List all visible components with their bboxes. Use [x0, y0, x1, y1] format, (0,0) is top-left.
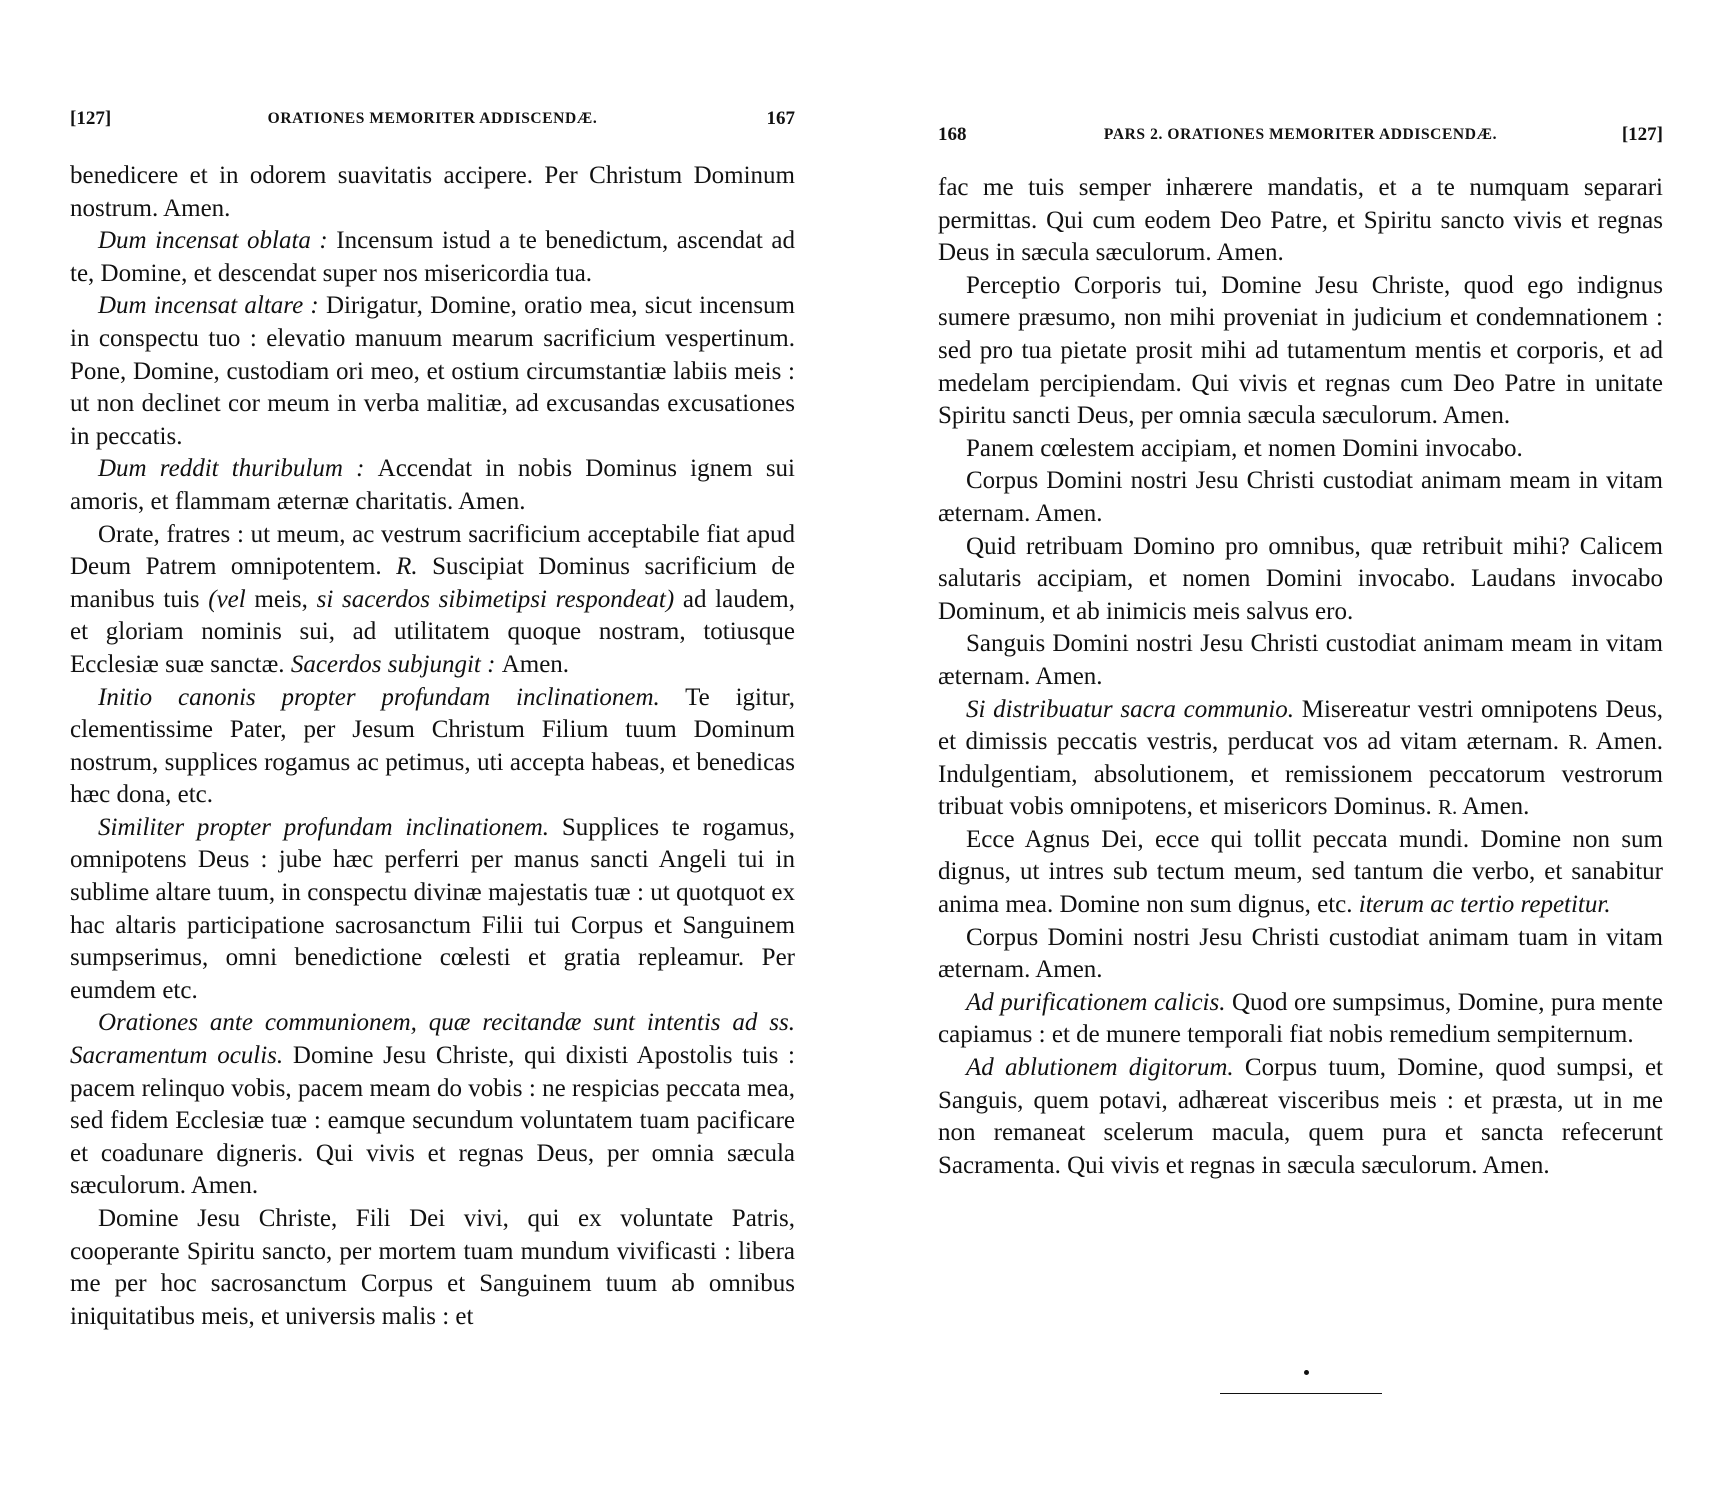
paragraph — [938, 172, 1663, 270]
paragraph — [938, 922, 1663, 987]
right-page-number: 168 — [938, 124, 967, 145]
text-segment: Dirigatur, Domine, oratio mea, sicut incensum in conspectu tuo : elevatio manuum mearum sacrificium vespertinum. Pone, Domine, custodiam ori meo, et ostium circumstantiæ labiis meis : ut non declinet cor meum in verba malitiæ, ad excusandas excusationes in peccatis. — [70, 292, 795, 450]
text-segment: Orate, fratres : ut meum, ac vestrum sacrificium acceptabile fiat apud Deum Patrem omnipotentem. — [70, 520, 795, 581]
right-text-block — [938, 172, 1663, 1182]
italic-rubric: Initio canonis propter profundam inclinationem. — [98, 683, 660, 711]
text-segment: Amen. Indulgentiam, absolutionem, et remissionem peccatorum vestrorum tribuat vobis omnipotens, et misericors Dominus. — [938, 728, 1663, 821]
italic-rubric: Orationes ante communionem, quæ recitandæ sunt intentis ad ss. Sacramentum oculis. — [70, 1009, 795, 1070]
italic-rubric: Si distribuatur sacra communio. — [966, 695, 1295, 723]
paragraph — [70, 812, 795, 1008]
right-running-title: PARS 2. ORATIONES MEMORITER ADDISCENDÆ. — [1103, 126, 1498, 143]
text-segment: Amen. — [501, 650, 570, 678]
italic-rubric: Ad ablutionem digitorum. — [966, 1054, 1234, 1082]
text-segment: R. — [1568, 730, 1588, 755]
left-running-title: ORATIONES MEMORITER ADDISCENDÆ. — [267, 110, 598, 127]
text-segment: Domine Jesu Christe, Fili Dei vivi, qui ex voluntate Patris, cooperante Spiritu sancto, per mortem tuam mundum vivificasti : libera me per hoc sacrosanctum Corpus et Sanguinem tuum ab omnibus iniquitatibus meis, et universis malis : et — [70, 1205, 795, 1330]
italic-rubric: Dum incensat oblata : — [98, 227, 337, 255]
text-segment: Quod ore sumpsimus, Domine, pura mente capiamus : et de munere temporali fiat nobis remedium sempiternum. — [938, 988, 1663, 1049]
paragraph — [70, 1203, 795, 1333]
paragraph — [938, 433, 1663, 466]
italic-rubric: Dum incensat altare : — [98, 292, 326, 320]
end-rule — [1220, 1393, 1382, 1394]
paragraph — [938, 987, 1663, 1052]
italic-rubric: Ad purificationem calicis. — [966, 988, 1226, 1016]
left-text-block — [70, 160, 795, 1333]
text-segment: meis, — [245, 585, 317, 613]
paragraph — [938, 694, 1663, 824]
text-segment: Accendat in nobis Dominus ignem sui amoris, et flammam æternæ charitatis. Amen. — [70, 455, 796, 515]
text-segment: Suscipiat Dominus sacrificium de manibus tuis — [70, 553, 795, 613]
paragraph — [938, 824, 1663, 922]
paragraph — [70, 225, 795, 290]
paragraph — [70, 290, 795, 453]
italic-rubric: si sacerdos sibimetipsi respondeat) — [316, 585, 675, 613]
text-segment: Amen. — [1457, 793, 1530, 821]
text-segment: fac me tuis semper inhærere mandatis, et a te numquam separari permittas. Qui cum eodem Deo Patre, et Spiritu sancto vivis et regnas Deus in sæcula sæculorum. Amen. — [938, 174, 1663, 267]
italic-rubric: Sacerdos subjungit : — [290, 650, 502, 678]
paragraph — [70, 160, 795, 225]
text-segment: Quid retribuam Domino pro omnibus, quæ retribuit mihi? Calicem salutaris accipiam, et nomen Domini invocabo. Laudans invocabo Dominum, et ab inimicis meis salvus ero. — [938, 532, 1663, 625]
right-running-head — [938, 124, 1663, 150]
paragraph — [938, 628, 1663, 693]
text-segment: R. — [1437, 795, 1458, 820]
text-segment: Sanguis Domini nostri Jesu Christi custodiat animam meam in vitam æternam. Amen. — [938, 630, 1663, 690]
text-segment: ad laudem, et gloriam nominis sui, ad utilitatem quoque nostram, totiusque Ecclesiæ suæ sanctæ. — [70, 585, 795, 678]
text-segment: benedicere et in odorem suavitatis accipere. Per Christum Dominum nostrum. Amen. — [70, 162, 795, 222]
paragraph — [70, 1007, 795, 1203]
text-segment: Domine Jesu Christe, qui dixisti Apostolis tuis : pacem relinquo vobis, pacem meam do vobis : ne respicias peccata mea, sed fidem Ecclesiæ tuæ : eamque secundum voluntatem tuam pacificare et coadunare digneris. Qui vivis et regnas Deus, per omnia sæcula sæculorum. Amen. — [70, 1042, 795, 1200]
italic-rubric: Dum reddit thuribulum : — [98, 455, 378, 483]
text-segment: Panem cœlestem accipiam, et nomen Domini invocabo. — [966, 434, 1523, 462]
left-page-number: 167 — [766, 108, 795, 129]
text-segment: Misereatur vestri omnipotens Deus, et dimissis peccatis vestris, perducat vos ad vitam æternam. — [938, 695, 1663, 756]
text-segment: Supplices te rogamus, omnipotens Deus : jube hæc perferri per manus sancti Angeli tui in sublime altare tuum, in conspectu divinæ majestatis tuæ : ut quotquot ex hac altaris participatione sacrosanctum Filii tui Corpus et Sanguinem sumpserimus, omni benedictione cœlesti et gratia repleamur. Per eumdem etc. — [70, 813, 795, 1004]
paragraph — [70, 519, 795, 682]
italic-rubric: (vel — [208, 585, 246, 613]
paragraph — [938, 1052, 1663, 1182]
text-segment: Te igitur, clementissime Pater, per Jesum Christum Filium tuum Dominum nostrum, supplices rogamus ac petimus, uti accepta habeas, et benedicas hæc dona, etc. — [70, 683, 795, 809]
right-bracket-number: [127] — [1621, 124, 1663, 145]
italic-rubric: iterum ac tertio repetitur. — [1358, 891, 1611, 919]
paragraph — [70, 453, 795, 518]
paragraph — [938, 531, 1663, 629]
italic-rubric: R. — [396, 553, 418, 581]
end-dot — [1304, 1370, 1309, 1375]
paragraph — [938, 465, 1663, 530]
text-segment: Perceptio Corporis tui, Domine Jesu Christe, quod ego indignus sumere præsumo, non mihi proveniat in judicium et condemnationem : sed pro tua pietate prosit mihi ad tutamentum mentis et corporis, et ad medelam percipiendam. Qui vivis et regnas cum Deo Patre in unitate Spiritu sancti Deus, per omnia sæcula sæculorum. Amen. — [938, 271, 1663, 430]
text-segment: Incensum istud a te benedictum, ascendat ad te, Domine, et descendat super nos misericordia tua. — [70, 227, 796, 287]
text-segment: Corpus tuum, Domine, quod sumpsi, et Sanguis, quem potavi, adhæreat visceribus meis : et præsta, ut in me non remaneat scelerum macula, quem pura et sancta refecerunt Sacramenta. Qui vivis et regnas in sæcula sæculorum. Amen. — [938, 1054, 1663, 1179]
paragraph — [70, 682, 795, 812]
paragraph — [938, 270, 1663, 433]
left-running-head — [70, 108, 795, 134]
text-segment: Corpus Domini nostri Jesu Christi custodiat animam tuam in vitam æternam. Amen. — [938, 923, 1663, 984]
text-segment: Ecce Agnus Dei, ecce qui tollit peccata mundi. Domine non sum dignus, ut intres sub tectum meum, sed tantum die verbo, et sanabitur anima mea. Domine non sum dignus, etc. — [938, 825, 1663, 919]
left-bracket-number: [127] — [70, 108, 112, 129]
text-segment: Corpus Domini nostri Jesu Christi custodiat animam meam in vitam æternam. Amen. — [938, 467, 1663, 527]
italic-rubric: Similiter propter profundam inclinationem. — [98, 813, 550, 841]
